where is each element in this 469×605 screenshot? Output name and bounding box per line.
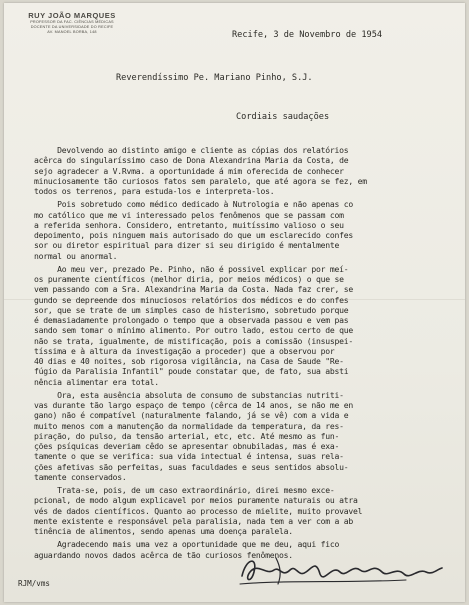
letterhead [12,11,132,35]
body-line: normal ou anormal. [34,250,118,261]
body-line: nência alimentar era total. [34,376,159,387]
body-line: mo católico que me vi interessado pelos fenômenos que se passam com [34,209,344,220]
body-line: 40 dias e 40 noites, sob rigorosa vigilância, na Casa de Saude "Re- [34,356,344,366]
letter-date: Recife, 3 de Novembro de 1954 [232,30,383,40]
letterhead-line-3: AV. MANOEL BORBA, 148 [47,30,97,34]
typist-initials: RJM/vms [18,579,51,588]
body-line: Pois sobretudo como médico dedicado à Nutrologia e não apenas co [34,199,353,210]
body-line: vem passando com a Sra. Alexandrina Maria da Costa. Nada faz crer, se [34,284,353,295]
body-line: todos os terrenos, para estuda-los e interpreta-los. [34,186,275,196]
body-line: Trata-se, pois, de um caso extraordinário, direi mesmo exce- [34,485,335,495]
body-line: não se trata, igualmente, de mistificação, pois a comissão (insuspei- [34,335,353,346]
body-line: sando sem tomar o mínimo alimento. Por outro lado, estou certo de que [34,325,353,336]
body-line: Ao meu ver, prezado Pe. Pinho, não é possivel explicar por meí- [34,263,349,274]
body-line: tamente o que se verifica: sua vida intectual é intensa, suas rela- [34,451,344,462]
body-line: Agradecendo mais uma vez a oportunidade que me deu, aqui fico [34,539,340,550]
letterhead-line-1: PROFESSOR DA FAC. CIÊNCIAS MÉDICAS [30,20,114,24]
body-line: muito menos com a manutenção da normalidade da temperatura, da res- [34,420,344,431]
body-line: minuciosamente tão curiosos fatos sem paralelo, que até agora se fez, em [34,175,367,186]
body-line: tinência de alimentos, sendo apenas uma doença paralela. [34,526,293,536]
body-line: ções psíquicas deveriam cêdo se apresentar obnubiladas, mas é exa- [34,441,340,451]
addressee: Reverendíssimo Pe. Mariano Pinho, S.J. [116,73,313,83]
body-line: piração, do pulso, da tensão arterial, etc, etc. Até mesmo as fun- [34,430,340,441]
body-line: tamente conservados. [34,471,127,482]
body-line: a referida senhora. Considero, entretanto, muitíssimo valioso o seu [34,219,344,230]
letterhead-line-2: DOCENTE DA UNIVERSIDADE DO RECIFE [30,25,114,29]
handwritten-signature [236,550,446,592]
body-line: os puramente científicos (melhor diria, por meios médicos) o que se [34,274,344,284]
body-line: ções afetivas são perfeitas, suas faculdades e seus sentidos absolu- [34,461,349,472]
body-line: sor ou diretor espiritual para dizer si seu dirigido é mentalmente [34,240,340,251]
body-line: é demasiadamente prolongado o tempo que a observada passou e vem pas [34,315,349,325]
body-line: vés de dados científicos. Quanto ao processo de mielite, muito provavel [34,505,363,516]
body-line: sejo agradecer a V.Rvma. a oportunidade á mim oferecida de conhecer [34,165,344,176]
body-line: fúgio da Paralisia Infantil" poude constatar que, de fato, sua absti [34,366,349,377]
letterhead-name: RUY JOÃO MARQUES [28,11,116,20]
letter-body [34,145,459,560]
body-line: tíssima e à altura da investigação a proceder) que a observou por [34,345,335,356]
body-line: acêrca do singularíssimo caso de Dona Alexandrina Maria da Costa, de [34,155,349,166]
body-line: gano) não é compatível (naturalmente falando, já se vê) com a vida e [34,410,349,421]
greeting: Cordiais saudações [236,112,330,122]
body-line: mente existente e responsável pela paralisia, nada tem a ver com a ab [34,515,353,526]
letter-sheet [4,3,465,602]
body-line: Devolvendo ao distinto amigo e cliente as cópias dos relatórios [34,145,349,155]
body-line: aguardando novos dados acêrca de tão curiosos fenômenos. [34,549,293,560]
body-line: vas durante tão largo espaço de tempo (cêrca de 14 anos, se não me en [34,400,353,410]
body-line: sor, que se trate de um simples caso de histerismo, sobretudo porque [34,304,349,315]
body-line: Ora, esta ausência absoluta de consumo de substancias nutriti- [34,389,344,400]
body-line: gundo se depreende dos minuciosos relatórios dos médicos e do confes [34,294,349,305]
body-line: pcional, de modo algum explicavel por meios puramente naturais ou atra [34,495,358,506]
body-line: depoimento, pois ninguem mais autorisado do que um esclarecido confes [34,230,353,240]
